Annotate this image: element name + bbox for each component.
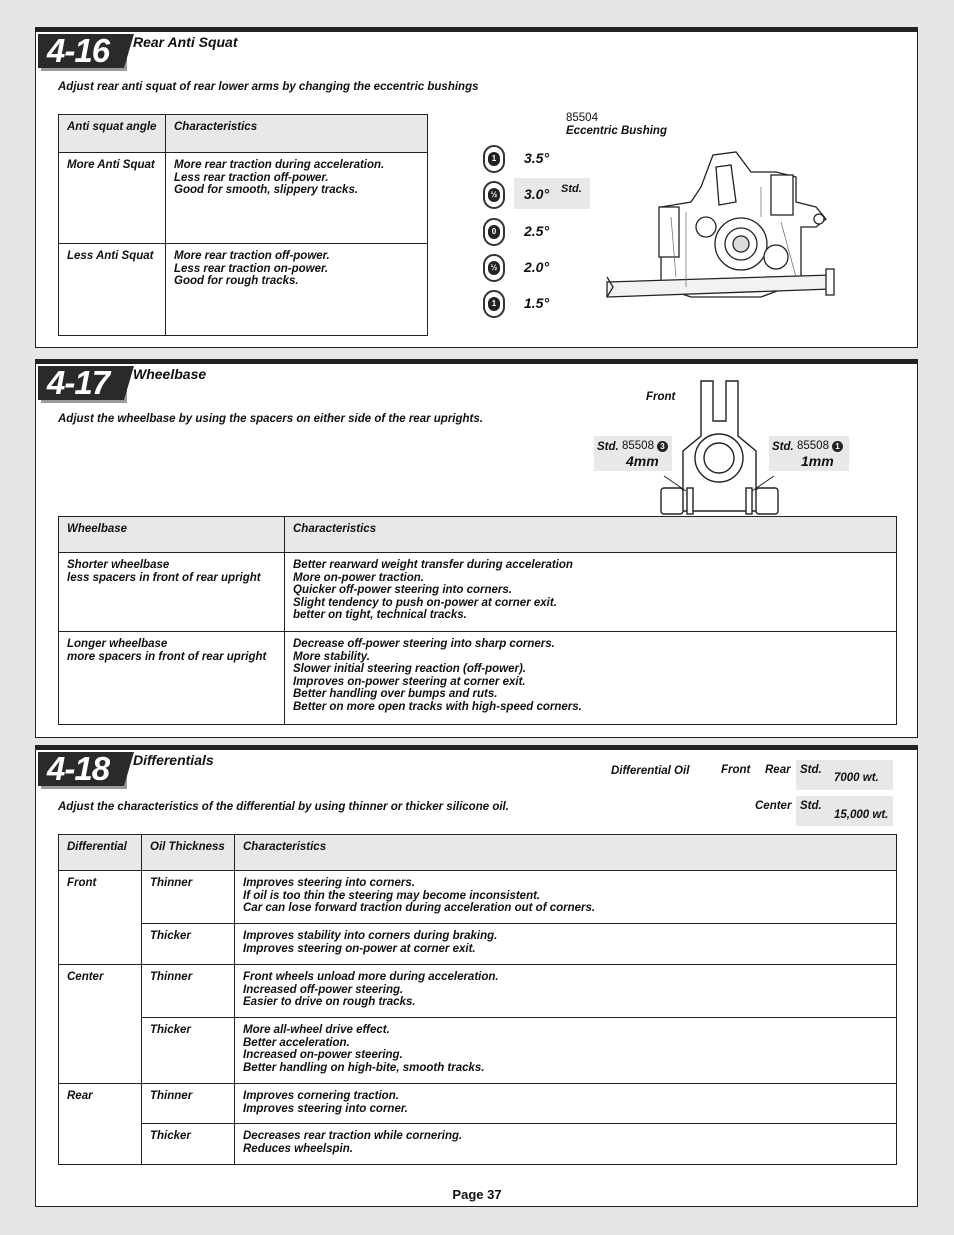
char-line: Increased on-power steering. bbox=[243, 1049, 403, 1061]
part-number: 85508 bbox=[797, 440, 829, 452]
spacer-size: 1mm bbox=[801, 453, 834, 469]
page-number: Page 37 bbox=[452, 1187, 502, 1202]
section-intro: Adjust the wheelbase by using the spacers on either side of the rear uprights. bbox=[58, 413, 483, 425]
char-line: Slower initial steering reaction (off-power). bbox=[293, 663, 527, 675]
table-row bbox=[59, 244, 428, 336]
oil-thickness: Thicker bbox=[142, 1124, 235, 1165]
char-line: Quicker off-power steering into corners. bbox=[293, 584, 512, 596]
table-header: Characteristics bbox=[166, 115, 428, 153]
table-row bbox=[59, 1018, 897, 1084]
char-line: Better acceleration. bbox=[243, 1036, 350, 1049]
table-header: Anti squat angle bbox=[59, 115, 166, 153]
char-line: Improves on-power steering at corner exit. bbox=[293, 675, 526, 688]
section-title: Wheelbase bbox=[133, 366, 207, 382]
eccentric-bushing-icon: 0 bbox=[483, 218, 505, 246]
front-label: Front bbox=[646, 391, 676, 403]
eccentric-bushing-icon: ½ bbox=[483, 254, 505, 282]
std-label: Std. bbox=[561, 183, 582, 195]
row-label: less spacers in front of rear upright bbox=[67, 571, 261, 584]
eccentric-bushing-icon: ½ bbox=[483, 181, 505, 209]
char-line: Better handling over bumps and ruts. bbox=[293, 688, 498, 700]
oil-thickness: Thicker bbox=[142, 924, 235, 965]
section-number: 4-18 bbox=[38, 752, 124, 786]
char-line: Front wheels unload more during acceleration. bbox=[243, 971, 499, 983]
part-mark-icon: 1 bbox=[832, 441, 843, 452]
angle-label: 3.0° bbox=[524, 186, 550, 202]
char-line: Good for rough tracks. bbox=[174, 275, 299, 287]
row-label: more spacers in front of rear upright bbox=[67, 650, 267, 663]
angle-label: 1.5° bbox=[524, 295, 550, 311]
char-line: More all-wheel drive effect. bbox=[243, 1024, 390, 1036]
table-header: Oil Thickness bbox=[142, 835, 235, 871]
table-row bbox=[59, 924, 897, 965]
front-label: Front bbox=[721, 764, 751, 776]
char-line: Reduces wheelspin. bbox=[243, 1142, 353, 1155]
angle-label: 2.5° bbox=[524, 223, 550, 239]
table-header: Wheelbase bbox=[59, 517, 285, 553]
table-header: Characteristics bbox=[285, 517, 897, 553]
char-line: More on-power traction. bbox=[293, 571, 424, 584]
row-label: Shorter wheelbase bbox=[67, 559, 170, 571]
char-line: better on tight, technical tracks. bbox=[293, 609, 467, 621]
center-oil-weight: 15,000 wt. bbox=[834, 809, 889, 821]
oil-thickness: Thinner bbox=[142, 871, 235, 924]
char-line: Increased off-power steering. bbox=[243, 983, 404, 996]
section-number: 4-16 bbox=[38, 34, 124, 68]
table-row bbox=[59, 153, 428, 244]
table-header: Differential bbox=[59, 835, 142, 871]
table-row bbox=[59, 1124, 897, 1165]
table-row bbox=[59, 1084, 897, 1124]
rear-upright-illustration bbox=[656, 376, 782, 518]
std-label: Std. bbox=[597, 441, 619, 453]
char-line: More rear traction during acceleration. bbox=[174, 159, 385, 171]
table-row bbox=[59, 632, 897, 725]
char-line: Good for smooth, slippery tracks. bbox=[174, 184, 359, 196]
diff-group-label: Rear bbox=[59, 1084, 142, 1165]
part-number: 85508 bbox=[622, 440, 654, 452]
wheelbase-table bbox=[58, 516, 897, 725]
char-line: Car can lose forward traction during acceleration out of corners. bbox=[243, 902, 596, 914]
char-line: Better rearward weight transfer during acceleration bbox=[293, 559, 573, 571]
table-row bbox=[59, 965, 897, 1018]
char-line: Decrease off-power steering into sharp corners. bbox=[293, 638, 555, 650]
angle-label: 3.5° bbox=[524, 150, 550, 166]
table-row bbox=[59, 871, 897, 924]
char-line: Improves steering on-power at corner exit. bbox=[243, 942, 476, 955]
part-name: Eccentric Bushing bbox=[566, 125, 667, 137]
char-line: Slight tendency to push on-power at corner exit. bbox=[293, 596, 557, 609]
row-label: More Anti Squat bbox=[59, 153, 166, 244]
char-line: Less rear traction on-power. bbox=[174, 262, 329, 275]
rear-gearbox-illustration bbox=[601, 147, 841, 307]
section-intro: Adjust the characteristics of the differential by using thinner or thicker silicone oil. bbox=[58, 801, 509, 813]
differential-table bbox=[58, 834, 897, 1165]
table-row bbox=[59, 553, 897, 632]
section-4-18 bbox=[35, 745, 918, 1207]
oil-thickness: Thinner bbox=[142, 965, 235, 1018]
char-line: Better handling on high-bite, smooth tracks. bbox=[243, 1061, 485, 1074]
std-label: Std. bbox=[772, 441, 794, 453]
angle-label: 2.0° bbox=[524, 259, 550, 275]
char-line: Better on more open tracks with high-speed corners. bbox=[293, 700, 582, 713]
part-mark-icon: 3 bbox=[657, 441, 668, 452]
char-line: Improves steering into corner. bbox=[243, 1102, 408, 1115]
part-number: 85504 bbox=[566, 112, 598, 124]
spacer-size: 4mm bbox=[626, 453, 659, 469]
eccentric-bushing-icon: 1 bbox=[483, 145, 505, 173]
char-line: More rear traction off-power. bbox=[174, 250, 330, 262]
std-label: Std. bbox=[800, 764, 822, 776]
row-label: Longer wheelbase bbox=[67, 638, 168, 650]
oil-thickness: Thicker bbox=[142, 1018, 235, 1084]
anti-squat-table bbox=[58, 114, 428, 336]
char-line: Decreases rear traction while cornering. bbox=[243, 1130, 463, 1142]
eccentric-bushing-icon: 1 bbox=[483, 290, 505, 318]
char-line: Less rear traction off-power. bbox=[174, 171, 329, 184]
section-intro: Adjust rear anti squat of rear lower arms by changing the eccentric bushings bbox=[58, 81, 479, 93]
char-line: More stability. bbox=[293, 650, 370, 663]
diff-group-label: Center bbox=[59, 965, 142, 1084]
std-label: Std. bbox=[800, 800, 822, 812]
section-number: 4-17 bbox=[38, 366, 124, 400]
diff-oil-label: Differential Oil bbox=[611, 765, 690, 777]
char-line: Improves steering into corners. bbox=[243, 877, 415, 889]
row-label: Less Anti Squat bbox=[59, 244, 166, 336]
char-line: If oil is too thin the steering may become inconsistent. bbox=[243, 889, 541, 902]
char-line: Improves stability into corners during braking. bbox=[243, 930, 498, 942]
char-line: Easier to drive on rough tracks. bbox=[243, 996, 416, 1008]
section-title: Rear Anti Squat bbox=[133, 34, 238, 50]
rear-label: Rear bbox=[765, 764, 791, 776]
section-4-17 bbox=[35, 359, 918, 738]
diff-group-label: Front bbox=[59, 871, 142, 965]
table-header: Characteristics bbox=[235, 835, 897, 871]
char-line: Improves cornering traction. bbox=[243, 1090, 399, 1102]
section-4-16 bbox=[35, 27, 918, 348]
center-label: Center bbox=[755, 800, 792, 812]
section-title: Differentials bbox=[133, 752, 214, 768]
front-rear-oil-weight: 7000 wt. bbox=[834, 772, 879, 784]
oil-thickness: Thinner bbox=[142, 1084, 235, 1124]
